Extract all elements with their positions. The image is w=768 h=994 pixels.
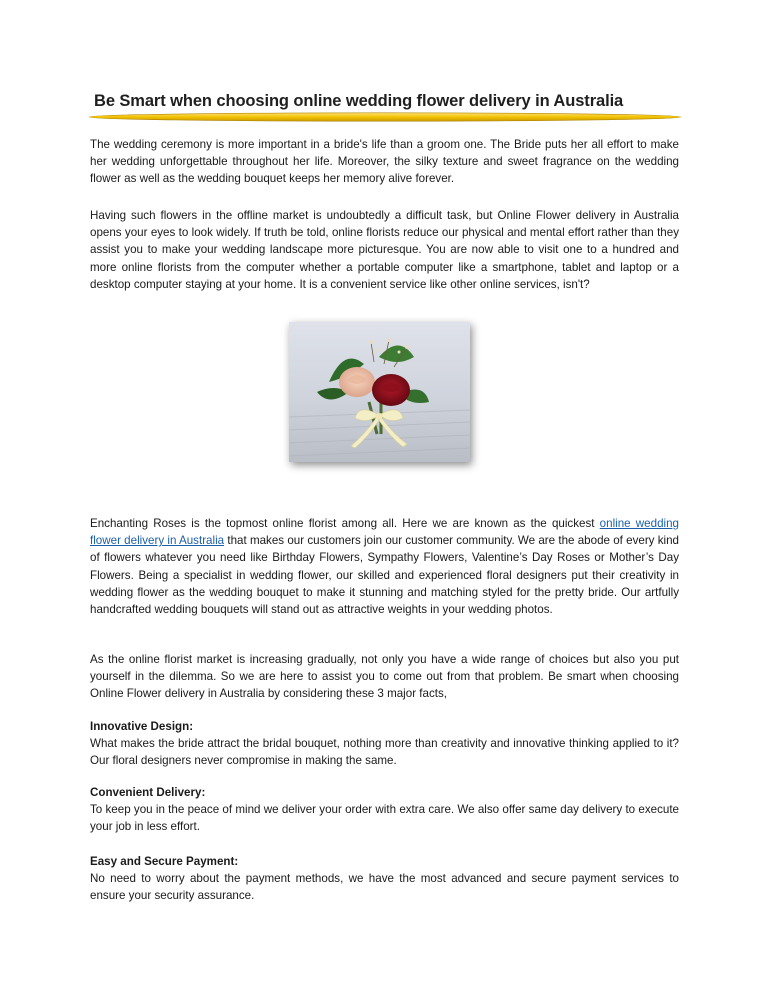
florist-market-paragraph: As the online florist market is increasing gradually, not only you have a wide range of choices but also you put yourself in the dilemma. So we are here to assist you to come out from that problem. Be smart when choosing Online Flower delivery in Australia by considering these 3 major facts, bbox=[90, 653, 679, 701]
convenient-delivery-heading: Convenient Delivery: bbox=[90, 786, 206, 799]
enchanting-roses-text-start: Enchanting Roses is the topmost online florist among all. Here we are known as the quickest bbox=[90, 517, 600, 530]
innovative-design-text: What makes the bride attract the bridal bouquet, nothing more than creativity and innovative thinking applied to it? Our floral designers never compromise in making the same. bbox=[90, 737, 679, 768]
rose-boutonniere-image bbox=[289, 322, 470, 462]
wedding-flower-photo bbox=[289, 322, 470, 462]
secure-payment-section bbox=[90, 853, 679, 905]
enchanting-roses-text-end: that makes our customers join our customer community. We are the abode of every kind of flowers whatever you need like Birthday Flowers, Sympathy Flowers, Valentine’s Day Roses or Mother’s Day Flowers. Being a specialist in wedding flower, our skilled and experienced floral designers put their creativity in wedding flower as the wedding bouquet to make it stunning and matching styled for the pretty bride. Our artfully handcrafted wedding bouquets will stand out as attractive weights in your wedding photos. bbox=[90, 534, 679, 617]
convenient-delivery-section bbox=[90, 784, 679, 836]
offline-market-paragraph: Having such flowers in the offline market is undoubtedly a difficult task, but Online Flower delivery in Australia opens your eyes to look widely. If truth be told, online florists reduce our physical and mental effort rather than they assist you to make your wedding landscape more picturesque. You are now able to visit one to a hundred and more online florists from the computer whether a portable computer like a smartphone, tablet and laptop or a desktop computer staying at your home. It is a convenient service like other online services, isn't? bbox=[90, 209, 679, 291]
convenient-delivery-text: To keep you in the peace of mind we deliver your order with extra care. We also offer same day delivery to execute your job in less effort. bbox=[90, 803, 679, 834]
online-wedding-flower-delivery-link[interactable]: online wedding flower delivery in Australia bbox=[90, 517, 679, 548]
secure-payment-text: No need to worry about the payment methods, we have the most advanced and secure payment services to ensure your security assurance. bbox=[90, 872, 679, 903]
intro-paragraph: The wedding ceremony is more important in a bride's life than a groom one. The Bride puts her all effort to make her wedding unforgettable throughout her life. Moreover, the silky texture and sweet fragrance on the wedding flower as well as the wedding bouquet keeps her memory alive forever. bbox=[90, 138, 679, 186]
page-title: Be Smart when choosing online wedding flower delivery in Australia bbox=[94, 92, 624, 110]
secure-payment-heading: Easy and Secure Payment: bbox=[90, 855, 239, 868]
title-underline-decoration bbox=[85, 110, 685, 124]
innovative-design-section bbox=[90, 718, 679, 770]
enchanting-roses-paragraph bbox=[90, 515, 679, 618]
innovative-design-heading: Innovative Design: bbox=[90, 720, 194, 733]
